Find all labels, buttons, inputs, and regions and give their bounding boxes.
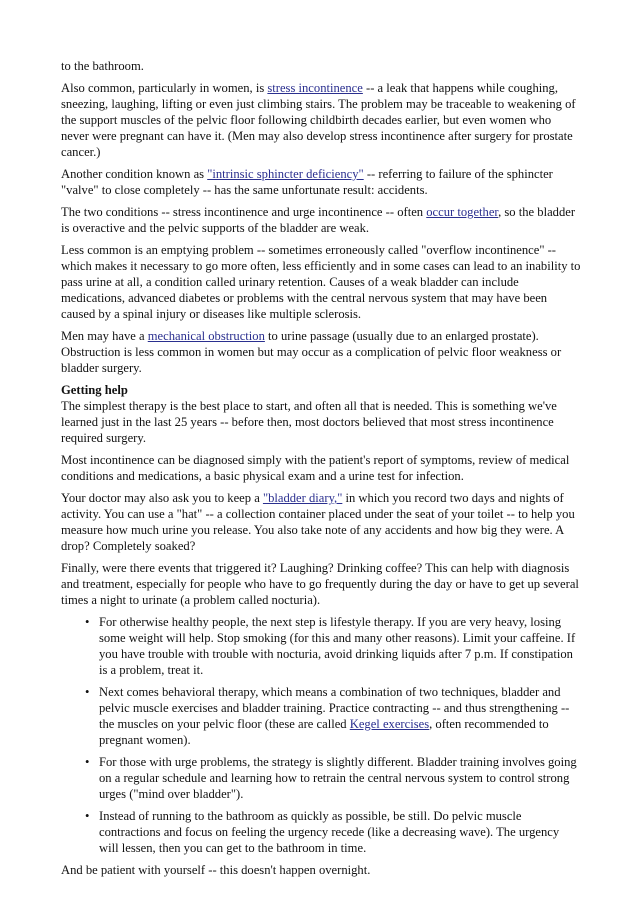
article-body: [61, 58, 581, 884]
paragraph: Most incontinence can be diagnosed simply with the patient's report of symptoms, review of medical conditions and medications, a basic physical exam and a urine test for infection.: [61, 453, 570, 483]
paragraph: Less common is an emptying problem -- sometimes erroneously called "overflow incontinence" -- which makes it necessary to go more often, less efficiently and in some cases can lead to an inability to pass urine at all, a condition called urinary retention. Causes of a weak bladder can include medications, advanced diabetes or problems with the central nervous system that may have been caused by a spinal injury or diseases like multiple sclerosis.: [61, 243, 581, 321]
paragraph: Men may have a mechanical obstruction to urine passage (usually due to an enlarged prostate). Obstruction is less common in women but may occur as a complication of pelvic floor weakness or bladder surgery.: [61, 329, 562, 375]
paragraph: to the bathroom.: [61, 59, 144, 73]
therapy-list: [61, 614, 581, 856]
kegel-exercises-link[interactable]: Kegel exercises: [349, 717, 430, 731]
list-item: • Instead of running to the bathroom as quickly as possible, be still. Do pelvic muscle contractions and focus on feeling the urgency recede (like a decreasing wave). The urgency will lessen, then you can get to the bathroom in time.: [99, 808, 581, 856]
paragraph: Getting help The simplest therapy is the best place to start, and often all that is needed. This is something we've learned just in the last 25 years -- before then, most doctors believed that most stress incontinence required surgery.: [61, 382, 581, 446]
mechanical-obstruction-link[interactable]: mechanical obstruction: [147, 329, 265, 343]
paragraph: Another condition known as "intrinsic sphincter deficiency" -- referring to failure of the sphincter "valve" to close completely -- has the same unfortunate result: accidents.: [61, 167, 553, 197]
list-item: • For those with urge problems, the strategy is slightly different. Bladder training involves going on a regular schedule and learning how to retrain the central nervous system to control strong urges ("mind over bladder").: [99, 754, 581, 802]
list-item: • Next comes behavioral therapy, which means a combination of two techniques, bladder and pelvic muscle exercises and bladder training. Practice contracting -- and thus strengthening -- the muscles on your pelvic floor (these are called Kegel exercises, often recommended to pregnant women).: [99, 684, 581, 748]
paragraph: Also common, particularly in women, is stress incontinence -- a leak that happens while coughing, sneezing, laughing, lifting or even just climbing stairs. The problem may be traceable to weakening of the support muscles of the pelvic floor following childbirth decades earlier, but even women who never were pregnant can have it. (Men may also develop stress incontinence after surgery for prostate cancer.): [61, 81, 576, 159]
list-item: • For otherwise healthy people, the next step is lifestyle therapy. If you are very heavy, losing some weight will help. Stop smoking (for this and many other reasons). Limit your caffeine. If you have trouble with trouble with nocturia, avoid drinking liquids after 7 p.m. If constipation is a problem, treat it.: [99, 614, 581, 678]
paragraph: Your doctor may also ask you to keep a "bladder diary," in which you record two days and nights of activity. You can use a "hat" -- a collection container placed under the seat of your toilet -- to help you measure how much urine you release. You also take note of any accidents and how big they were. A drop? Completely soaked?: [61, 491, 575, 553]
stress-incontinence-link[interactable]: stress incontinence: [267, 81, 363, 95]
occur-together-link[interactable]: occur together: [426, 205, 499, 219]
paragraph: The two conditions -- stress incontinence and urge incontinence -- often occur together, so the bladder is overactive and the pelvic supports of the bladder are weak.: [61, 205, 576, 235]
paragraph: Finally, were there events that triggered it? Laughing? Drinking coffee? This can help with diagnosis and treatment, especially for people who have to go frequently during the day or have to get up several times a night to urinate (a problem called nocturia).: [61, 561, 579, 607]
section-heading-getting-help: Getting help: [61, 383, 128, 397]
bladder-diary-link[interactable]: "bladder diary,": [262, 491, 343, 505]
intrinsic-sphincter-deficiency-link[interactable]: "intrinsic sphincter deficiency": [207, 167, 364, 181]
paragraph: And be patient with yourself -- this doesn't happen overnight.: [61, 863, 371, 877]
